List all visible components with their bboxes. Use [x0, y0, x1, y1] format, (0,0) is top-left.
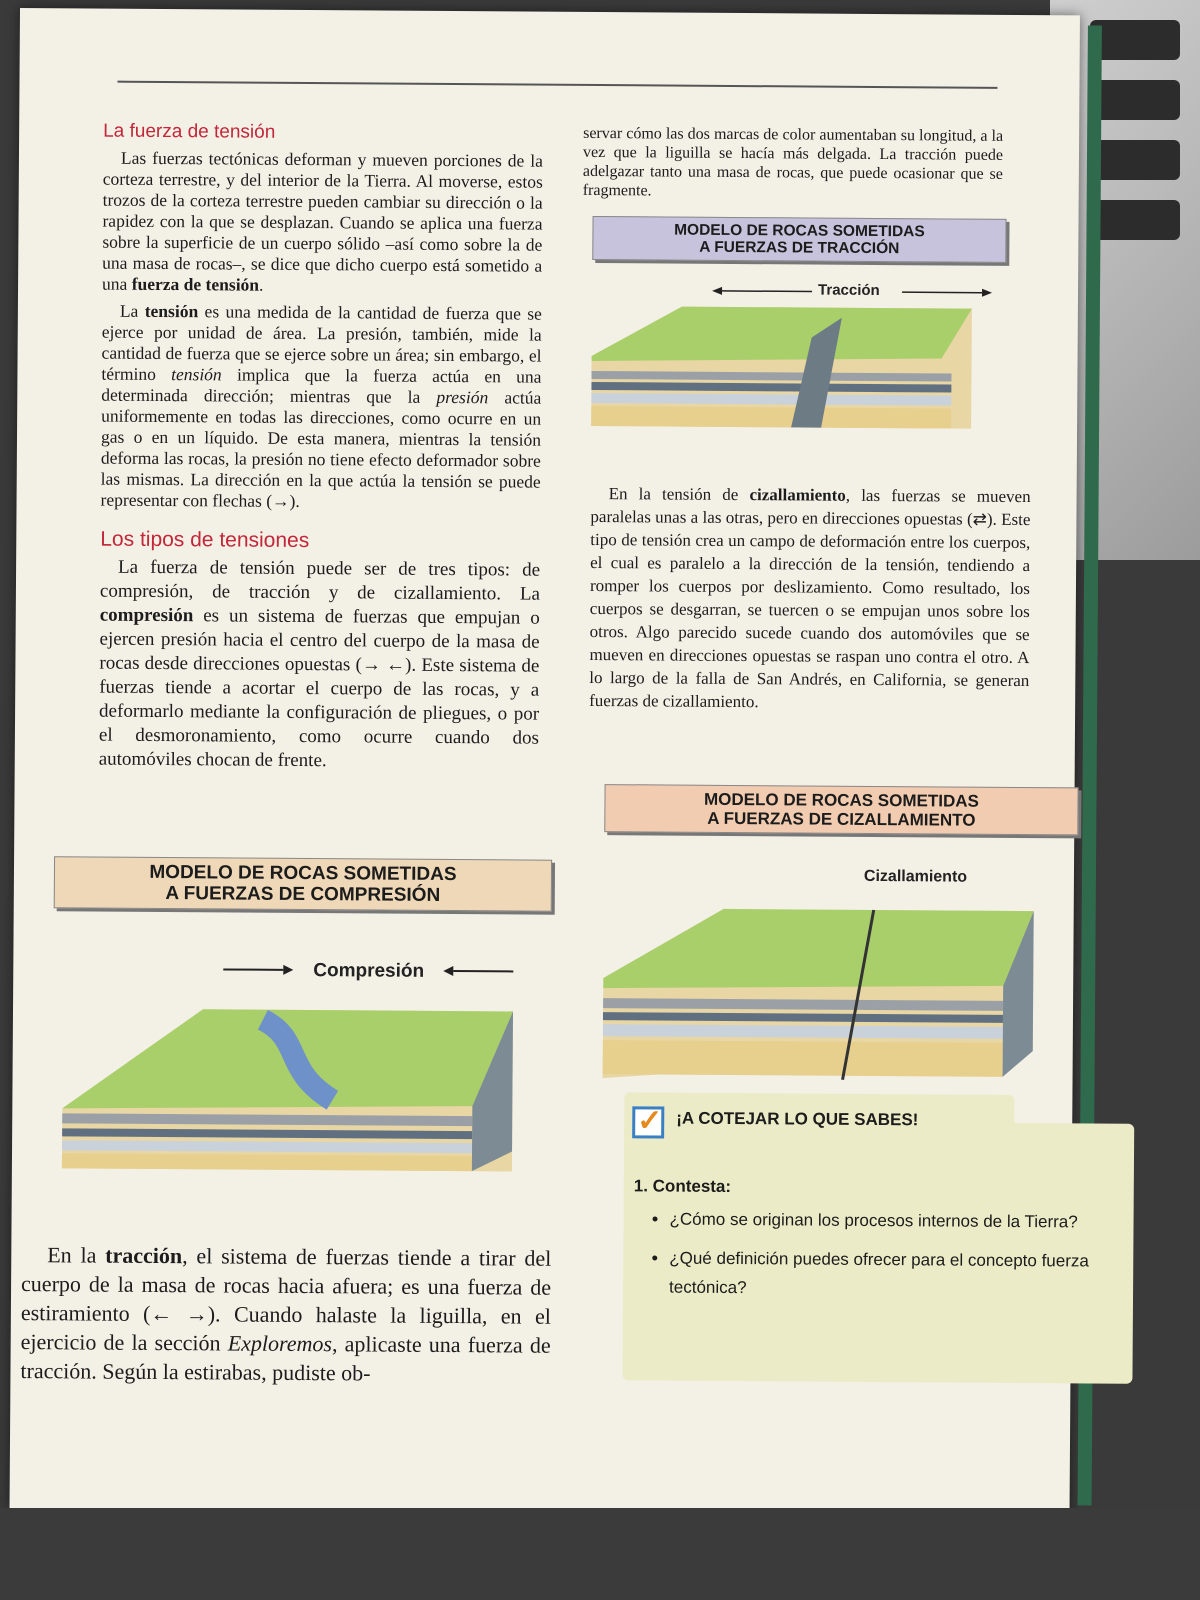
paragraph-6: En la tensión de cizallamiento, las fuerzas se mueven paralelas unas a las otras, pero en direcciones opuestas (⇄). Este tipo de tensión crea un campo de deformación entre los cuerpos, el cual es paralelo a la dirección de la tensión, tendiendo a romper los cuerpos por deslizamiento. Como resultado, los cuerpos se desgarran, se tuercen o se empujan unos sobre los otros. Algo parecido sucede cuando dos automóviles que se mueven en direcciones opuestas se raspan uno contra el otro. A lo largo de la falla de San Andrés, en California, se generan fuerzas de cizallamiento.: [589, 484, 1031, 712]
figure-cizallamiento: [602, 888, 1043, 1091]
heading-tipos-tensiones: Los tipos de tensiones: [100, 527, 310, 553]
banner-compresion: MODELO DE ROCAS SOMETIDAS A FUERZAS DE COMPRESIÓN: [54, 856, 552, 911]
header-rule: [117, 81, 997, 89]
keyboard-key: [1090, 140, 1180, 180]
keyboard-key: [1090, 200, 1180, 240]
quiz-items: [651, 1204, 1120, 1314]
paragraph-2: La tensión es una medida de la cantidad de fuerza que se ejerce por unidad de área. La presión, también, mide la cantidad de fuerza que se ejerce sobre un área; sin embargo, el término tensión implica que la fuerza actúa en una determinada dirección; mientras que la presión actúa uniformemente en todas las direcciones, como ocurre en un gas o en un líquido. De esta manera, mientras la tensión deforma las rocas, la presión no tiene efecto deformador sobre las mismas. La dirección en la que actúa la tensión se puede representar con flechas (→).: [100, 300, 542, 511]
paragraph-3: La fuerza de tensión puede ser de tres tipos: de compresión, de tracción y de cizallamiento. La compresión es un sistema de fuerzas que empujan o ejercen presión hacia el centro del cuerpo de la masa de rocas desde direcciones opuestas (→ ←). Este sistema de fuerzas tiende a acortar el cuerpo de las rocas, y a deformarlo mediante la configuración de pliegues, o por el desmoronamiento, como ocurre cuando dos automóviles chocan de frente.: [98, 556, 541, 772]
banner-cizallamiento: MODELO DE ROCAS SOMETIDAS A FUERZAS DE CIZALLAMIENTO: [604, 784, 1078, 835]
quiz-item: • ¿Qué definición puedes ofrecer para el concepto fuerza tectónica?: [669, 1244, 1119, 1305]
figure-compresion: [52, 948, 554, 1201]
table-surface: [0, 1508, 1200, 1600]
paragraph-1: Las fuerzas tectónicas deforman y mueven porciones de la corteza terrestre, y del interior de la Tierra. Al moverse, estos trozos de la corteza terrestre pueden cambiar su dirección o la rapidez con la que se desplazan. Cuando se aplica una fuerza sobre la superficie de un cuerpo sólido –así como sobre la de una masa de rocas–, se dice que dicho cuerpo está sometido a una fuerza de tensión.: [102, 147, 544, 295]
label-traccion: Tracción: [817, 281, 880, 300]
textbook-page: [10, 8, 1089, 1515]
quiz-box: [622, 1104, 1134, 1384]
banner-traccion: MODELO DE ROCAS SOMETIDAS A FUERZAS DE TRACCIÓN: [592, 216, 1006, 263]
keyboard-key: [1090, 80, 1180, 120]
label-cizallamiento: Cizallamiento: [863, 867, 968, 886]
label-compresion: Compresión: [313, 960, 425, 982]
left-column: [99, 121, 544, 781]
paragraph-5: servar cómo las dos marcas de color aumentaban su longitud, a la vez que la liguilla se hacía más delgada. La tracción puede adelgazar tanto una masa de rocas, que puede ocasionar que se fragmente.: [582, 124, 1004, 200]
heading-fuerza-tension: La fuerza de tensión: [103, 120, 276, 143]
checkbox-icon: ✓: [632, 1106, 664, 1138]
quiz-item: • ¿Cómo se originan los procesos internos de la Tierra?: [669, 1205, 1119, 1237]
quiz-question: 1. Contesta:: [633, 1176, 732, 1196]
quiz-title: ¡A COTEJAR LO QUE SABES!: [676, 1108, 919, 1130]
figure-traccion: [591, 276, 1012, 469]
keyboard-key: [1090, 20, 1180, 60]
paragraph-4: En la tracción, el sistema de fuerzas tiende a tirar del cuerpo de la masa de rocas hacia afuera; es una fuerza de estiramiento (← →). Cuando halaste la liguilla, en el ejercicio de la sección Exploremos, aplicaste una fuerza de tracción. Según la estirabas, pudiste ob-: [20, 1242, 552, 1386]
